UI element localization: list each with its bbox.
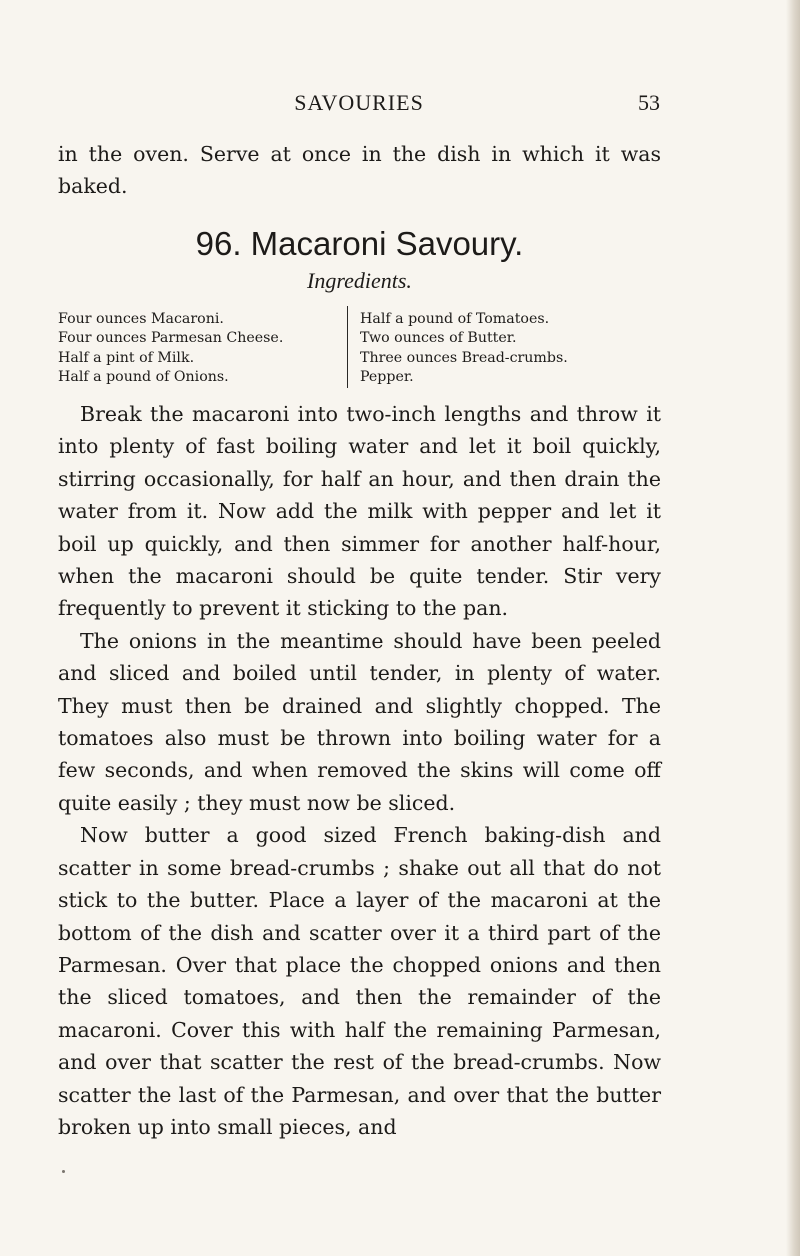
running-head xyxy=(58,90,660,120)
ingredients-left-column xyxy=(58,310,283,387)
ingredient-item: Half a pound of Tomatoes. xyxy=(360,311,550,327)
method-text xyxy=(58,398,661,1143)
method-paragraph: Now butter a good sized French baking-dish and scatter in some bread-crumbs ; shake out all that do not stick to the butter. Place a layer of the macaroni at the bottom of the dish and scatter over it a third part of the Parmesan. Over that place the chopped onions and then the sliced tomatoes, and then the remainder of the macaroni. Cover this with half the remaining Parmesan, and over that scatter the rest of the bread-crumbs. Now scatter the last of the Parmesan, and over that the butter broken up into small pieces, and xyxy=(58,823,661,1139)
ingredient-item: Pepper. xyxy=(360,368,414,385)
ingredients-right-column xyxy=(360,310,568,387)
ingredients-heading: Ingredients. xyxy=(307,268,412,293)
ingredients-list xyxy=(58,306,661,388)
ingredient-item: Two ounces of Butter. xyxy=(360,330,517,347)
running-title: SAVOURIES xyxy=(294,90,424,115)
ink-speck xyxy=(62,1170,65,1173)
ingredient-item: Half a pound of Onions. xyxy=(58,368,229,385)
page-edge-shadow xyxy=(786,0,800,1256)
ingredients-divider xyxy=(347,306,348,388)
page-number: 53 xyxy=(638,90,660,115)
ingredient-item: Three ounces Bread-crumbs. xyxy=(360,349,568,366)
recipe-title: 96. Macaroni Savoury. xyxy=(195,225,524,262)
ingredient-item: Half a pint of Milk. xyxy=(58,349,195,366)
method-paragraph: The onions in the meantime should have been peeled and sliced and boiled until tender, in plenty of water. They must then be drained and slightly chopped. The tomatoes also must be thrown into boiling water for a few seconds, and when removed the skins will come off quite easily ; they must now be sliced. xyxy=(58,628,661,815)
ingredient-item: Four ounces Parmesan Cheese. xyxy=(58,330,284,347)
opening-text: in the oven. Serve at once in the dish in which it was baked. xyxy=(58,142,661,199)
ingredient-item: Four ounces Macaroni. xyxy=(58,311,224,327)
method-paragraph: Break the macaroni into two-inch lengths and throw it into plenty of fast boiling water and let it boil quickly, stirring occasionally, for half an hour, and then drain the water from it. Now add the milk with pepper and let it boil up quickly, and then simmer for another half-hour, when the macaroni should be quite tender. Stir very frequently to prevent it sticking to the pan. xyxy=(58,402,661,621)
